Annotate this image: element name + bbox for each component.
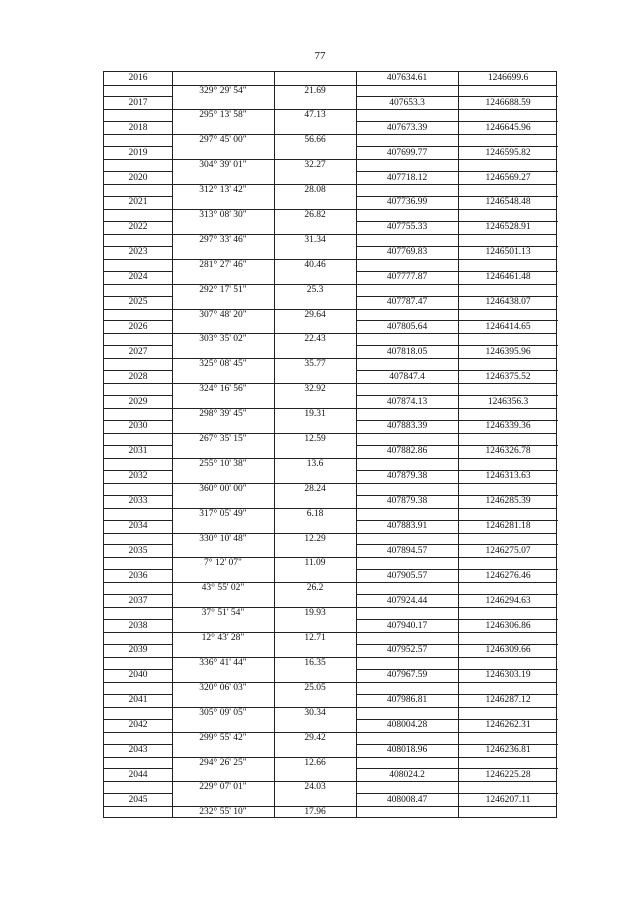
easting-value: 1246303.19 (485, 670, 531, 681)
bearing-value: 297° 45' 00" (199, 135, 247, 146)
course-line (104, 85, 556, 97)
distance-value: 40.46 (304, 259, 326, 270)
bearing-value: 298° 39' 45" (199, 409, 247, 420)
table-row (104, 445, 556, 470)
northing-value: 407924.44 (386, 595, 428, 606)
table-row (104, 644, 556, 669)
bearing-value: 307° 48' 20" (199, 309, 247, 320)
bearing-value: 317° 05' 49" (199, 508, 247, 519)
point-number: 2040 (128, 670, 148, 681)
distance-value: 32.27 (304, 160, 326, 171)
easting-value: 1246595.82 (485, 147, 531, 158)
point-number: 2032 (128, 471, 148, 482)
station-line (104, 172, 556, 185)
bearing-value: 281° 27' 46" (199, 259, 247, 270)
northing-value: 407883.91 (386, 521, 428, 532)
bearing-value: 329° 29' 54" (199, 85, 247, 96)
distance-value: 24.03 (304, 782, 326, 793)
station-line (104, 769, 556, 782)
table-row (104, 495, 556, 520)
bearing-value: 299° 55' 42" (199, 732, 247, 743)
distance-value: 13.6 (306, 458, 324, 469)
course-line (104, 358, 556, 370)
northing-value: 407940.17 (386, 620, 428, 631)
station-line (104, 520, 556, 533)
easting-value: 1246699.6 (487, 73, 529, 83)
point-number: 2043 (128, 745, 148, 756)
bearing-value: 305° 09' 05" (199, 707, 247, 718)
station-line (104, 271, 556, 284)
station-line (104, 371, 556, 384)
course-line (104, 109, 556, 121)
distance-value: 12.66 (304, 757, 326, 768)
bearing-value: 304° 39' 01" (199, 160, 247, 171)
northing-value: 407894.57 (386, 545, 428, 556)
point-number: 2027 (128, 346, 148, 357)
table-row (104, 271, 556, 296)
bearing-value: 37° 51' 54" (201, 608, 245, 619)
station-line (104, 570, 556, 583)
easting-value: 1246275.07 (485, 545, 531, 556)
distance-value: 29.42 (304, 732, 326, 743)
station-line (104, 72, 556, 85)
easting-value: 1246461.48 (485, 272, 531, 283)
northing-value: 408004.28 (386, 720, 428, 731)
course-line (104, 284, 556, 296)
table-row (104, 147, 556, 172)
easting-value: 1246276.46 (485, 570, 531, 581)
point-number: 2039 (128, 645, 148, 656)
course-line (104, 458, 556, 470)
northing-value: 407967.59 (386, 670, 428, 681)
northing-value: 407952.57 (386, 645, 428, 656)
northing-value: 407736.99 (386, 197, 428, 208)
course-line (104, 533, 556, 545)
point-number: 2044 (128, 769, 148, 780)
northing-value: 407882.86 (386, 446, 428, 457)
point-number: 2018 (128, 122, 148, 133)
course-line (104, 408, 556, 420)
page-number: 77 (314, 50, 326, 62)
station-line (104, 221, 556, 234)
bearing-value: 232° 55' 10" (199, 807, 247, 818)
station-line (104, 644, 556, 657)
easting-value: 1246294.63 (485, 595, 531, 606)
bearing-value: 330° 10' 48" (199, 533, 247, 544)
point-number: 2019 (128, 147, 148, 158)
course-line (104, 781, 556, 793)
course-line (104, 234, 556, 246)
northing-value: 407818.05 (386, 346, 428, 357)
bearing-value: 297° 33' 46" (199, 234, 247, 245)
course-line (104, 732, 556, 744)
easting-value: 1246528.91 (485, 222, 531, 233)
station-line (104, 669, 556, 682)
course-line (104, 333, 556, 345)
point-number: 2042 (128, 720, 148, 731)
easting-value: 1246339.36 (485, 421, 531, 432)
table-row (104, 346, 556, 371)
distance-value: 25.05 (304, 682, 326, 693)
table-row (104, 246, 556, 271)
table-row (104, 371, 556, 396)
bearing-value: 325° 08' 45" (199, 359, 247, 370)
table-row (104, 719, 556, 744)
easting-value: 1246287.12 (485, 695, 531, 706)
northing-value: 407986.81 (386, 695, 428, 706)
table-row (104, 595, 556, 620)
bearing-value: 267° 35' 15" (199, 433, 247, 444)
northing-value: 407777.87 (386, 272, 428, 283)
bearing-value: 303° 35' 02" (199, 334, 247, 345)
station-line (104, 495, 556, 508)
distance-value: 6.18 (306, 508, 324, 519)
course-line (104, 806, 556, 818)
point-number: 2016 (128, 73, 148, 83)
table-row (104, 520, 556, 545)
distance-value: 16.35 (304, 657, 326, 668)
point-number: 2045 (128, 794, 148, 805)
table-row (104, 694, 556, 719)
table-row (104, 420, 556, 445)
station-line (104, 595, 556, 608)
easting-value: 1246375.52 (485, 371, 531, 382)
point-number: 2020 (128, 172, 148, 183)
northing-value: 407805.64 (386, 321, 428, 332)
table-row (104, 470, 556, 495)
easting-value: 1246281.18 (485, 521, 531, 532)
table-row (104, 172, 556, 197)
easting-value: 1246326.78 (485, 446, 531, 457)
bearing-value: 229° 07' 01" (199, 782, 247, 793)
point-number: 2041 (128, 695, 148, 706)
easting-value: 1246548.48 (485, 197, 531, 208)
table-row (104, 122, 556, 147)
distance-value: 19.93 (304, 608, 326, 619)
station-line (104, 396, 556, 409)
table-row (104, 196, 556, 221)
point-number: 2037 (128, 595, 148, 606)
station-line (104, 246, 556, 259)
point-number: 2017 (128, 97, 148, 108)
course-line (104, 632, 556, 644)
easting-value: 1246306.86 (485, 620, 531, 631)
distance-value: 30.34 (304, 707, 326, 718)
station-line (104, 420, 556, 433)
table-row (104, 72, 556, 97)
northing-value: 407879.38 (386, 496, 428, 507)
course-line (104, 433, 556, 445)
station-line (104, 147, 556, 160)
survey-coordinates-table (103, 71, 557, 818)
point-number: 2024 (128, 272, 148, 283)
station-line (104, 794, 556, 807)
course-line (104, 134, 556, 146)
station-line (104, 719, 556, 732)
distance-value: 26.82 (304, 209, 326, 220)
easting-value: 1246309.66 (485, 645, 531, 656)
easting-value: 1246313.63 (485, 471, 531, 482)
station-line (104, 97, 556, 110)
course-line (104, 508, 556, 520)
distance-value: 35.77 (304, 359, 326, 370)
station-line (104, 321, 556, 334)
distance-value: 19.31 (304, 409, 326, 420)
distance-value: 17.96 (304, 807, 326, 818)
distance-value: 28.08 (304, 185, 326, 196)
easting-value: 1246395.96 (485, 346, 531, 357)
course-line (104, 707, 556, 719)
course-line (104, 557, 556, 569)
easting-value: 1246356.3 (487, 396, 529, 407)
northing-value: 407874.13 (386, 396, 428, 407)
distance-value: 26.2 (306, 583, 324, 594)
course-line (104, 657, 556, 669)
table-row (104, 570, 556, 595)
point-number: 2030 (128, 421, 148, 432)
northing-value: 407847.4 (389, 371, 425, 382)
table-row (104, 296, 556, 321)
table-row (104, 396, 556, 421)
bearing-value: 12° 43' 28" (201, 633, 245, 644)
station-line (104, 694, 556, 707)
course-line (104, 209, 556, 221)
station-line (104, 296, 556, 309)
bearing-value: 336° 41' 44" (199, 657, 247, 668)
distance-value: 47.13 (304, 110, 326, 121)
northing-value: 407673.39 (386, 122, 428, 133)
table-row (104, 97, 556, 122)
point-number: 2035 (128, 545, 148, 556)
distance-value: 11.09 (304, 558, 326, 569)
point-number: 2038 (128, 620, 148, 631)
point-number: 2023 (128, 247, 148, 258)
easting-value: 1246207.11 (485, 794, 531, 805)
station-line (104, 744, 556, 757)
easting-value: 1246236.81 (485, 745, 531, 756)
easting-value: 1246285.39 (485, 496, 531, 507)
table-row (104, 744, 556, 769)
northing-value: 408008.47 (386, 794, 428, 805)
easting-value: 1246645.96 (485, 122, 531, 133)
table-row (104, 321, 556, 346)
easting-value: 1246569.27 (485, 172, 531, 183)
bearing-value: 320° 06' 03" (199, 682, 247, 693)
northing-value: 407879.38 (386, 471, 428, 482)
course-line (104, 582, 556, 594)
northing-value: 407699.77 (386, 147, 428, 158)
distance-value: 56.66 (304, 135, 326, 146)
station-line (104, 346, 556, 359)
distance-value: 31.34 (304, 234, 326, 245)
bearing-value: 360° 00' 00" (199, 483, 247, 494)
bearing-value: 324° 16' 56" (199, 384, 247, 395)
course-line (104, 309, 556, 321)
easting-value: 1246262.31 (485, 720, 531, 731)
point-number: 2026 (128, 321, 148, 332)
distance-value: 12.29 (304, 533, 326, 544)
point-number: 2036 (128, 570, 148, 581)
table-row (104, 620, 556, 645)
course-line (104, 159, 556, 171)
station-line (104, 445, 556, 458)
distance-value: 21.69 (304, 85, 326, 96)
distance-value: 29.64 (304, 309, 326, 320)
northing-value: 407653.3 (389, 97, 425, 108)
easting-value: 1246438.07 (485, 297, 531, 308)
bearing-value: 292° 17' 51" (199, 284, 247, 295)
northing-value: 407769.83 (386, 247, 428, 258)
easting-value: 1246501.13 (485, 247, 531, 258)
bearing-value: 312° 13' 42" (199, 185, 247, 196)
bearing-value: 313° 08' 30" (199, 209, 247, 220)
point-number: 2022 (128, 222, 148, 233)
point-number: 2034 (128, 521, 148, 532)
point-number: 2029 (128, 396, 148, 407)
bearing-value: 255° 10' 38" (199, 458, 247, 469)
easting-value: 1246225.28 (485, 769, 531, 780)
bearing-value: 294° 26' 25" (199, 757, 247, 768)
course-line (104, 757, 556, 769)
station-line (104, 196, 556, 209)
course-line (104, 483, 556, 495)
easting-value: 1246414.65 (485, 321, 531, 332)
northing-value: 408018.96 (386, 745, 428, 756)
northing-value: 407905.57 (386, 570, 428, 581)
station-line (104, 122, 556, 135)
table-rows (104, 72, 556, 819)
northing-value: 407883.39 (386, 421, 428, 432)
distance-value: 12.59 (304, 433, 326, 444)
point-number: 2028 (128, 371, 148, 382)
course-line (104, 184, 556, 196)
table-row (104, 769, 556, 794)
distance-value: 12.71 (304, 633, 326, 644)
table-row (104, 669, 556, 694)
northing-value: 407787.47 (386, 297, 428, 308)
northing-value: 408024.2 (389, 769, 425, 780)
station-line (104, 470, 556, 483)
distance-value: 22.43 (304, 334, 326, 345)
course-line (104, 607, 556, 619)
course-line (104, 383, 556, 395)
distance-value: 28.24 (304, 483, 326, 494)
northing-value: 407634.61 (386, 73, 428, 83)
point-number: 2021 (128, 197, 148, 208)
station-line (104, 620, 556, 633)
course-line (104, 259, 556, 271)
bearing-value: 295° 13' 58" (199, 110, 247, 121)
table-row (104, 794, 556, 819)
easting-value: 1246688.59 (485, 97, 531, 108)
course-line (104, 682, 556, 694)
point-number: 2025 (128, 297, 148, 308)
table-row (104, 545, 556, 570)
northing-value: 407718.12 (386, 172, 428, 183)
point-number: 2031 (128, 446, 148, 457)
northing-value: 407755.33 (386, 222, 428, 233)
station-line (104, 545, 556, 558)
distance-value: 25.3 (306, 284, 324, 295)
bearing-value: 43° 55' 02" (201, 583, 245, 594)
bearing-value: 7° 12' 07" (204, 558, 242, 569)
table-row (104, 221, 556, 246)
distance-value: 32.92 (304, 384, 326, 395)
point-number: 2033 (128, 496, 148, 507)
